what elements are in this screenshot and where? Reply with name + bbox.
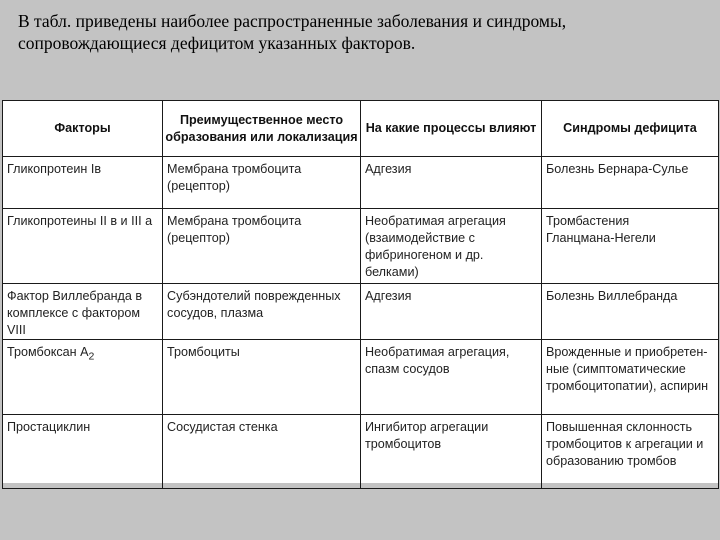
caption-line-1: В табл. приведены наиболее распространенные заболевания и синдромы,: [18, 11, 567, 31]
cell-syndrome: Врожденные и приобретен- ные (симптоматические тромбоцитопатии), аспирин: [542, 340, 719, 415]
cell-location: Мембрана тромбоцита (рецептор): [163, 157, 361, 209]
cell-process: Необратимая агрегация (взаимодействие с фибриногеном и др. белками): [361, 209, 542, 284]
cell-location: Субэндотелий поврежденных сосудов, плазма: [163, 284, 361, 340]
cell-process: Адгезия: [361, 157, 542, 209]
subscript: 2: [88, 350, 95, 363]
cell-syndrome: Повышенная склонность тромбоцитов к агрегации и образованию тромбов: [542, 415, 719, 489]
cell-syndrome: Тромбастения Гланцмана-Негели: [542, 209, 719, 284]
cell-location: Сосудистая стенка: [163, 415, 361, 489]
table-row: [3, 284, 719, 340]
table-row: [3, 415, 719, 489]
header-factors: Факторы: [3, 101, 163, 157]
caption-line-2: сопровождающиеся дефицитом указанных факторов.: [18, 33, 416, 53]
cell-factor: Гликопротеины II в и III а: [3, 209, 163, 284]
caption: [18, 10, 708, 54]
cell-factor: Гликопротеин Iв: [3, 157, 163, 209]
cell-syndrome: Болезнь Виллебранда: [542, 284, 719, 340]
table-row: [3, 157, 719, 209]
cell-location: Тромбоциты: [163, 340, 361, 415]
cell-factor: Простациклин: [3, 415, 163, 489]
cell-process: Адгезия: [361, 284, 542, 340]
table-header-row: [3, 101, 719, 157]
table-row: [3, 209, 719, 284]
cell-process: Необратимая агрегация, спазм сосудов: [361, 340, 542, 415]
cell-factor: Фактор Виллебранда в комплексе с фактором VIII: [3, 284, 163, 340]
cell-factor: Тромбоксан $А_2$: [3, 340, 163, 415]
table-row: [3, 340, 719, 415]
header-location: Преимущественное место образования или локализация: [163, 101, 361, 157]
factors-table: [2, 100, 719, 489]
factors-table-container: [2, 100, 718, 483]
cell-syndrome: Болезнь Бернара-Сулье: [542, 157, 719, 209]
header-processes: На какие процессы влияют: [361, 101, 542, 157]
cell-location: Мембрана тромбоцита (рецептор): [163, 209, 361, 284]
cell-process: Ингибитор агрегации тромбоцитов: [361, 415, 542, 489]
header-syndromes: Синдромы дефицита: [542, 101, 719, 157]
